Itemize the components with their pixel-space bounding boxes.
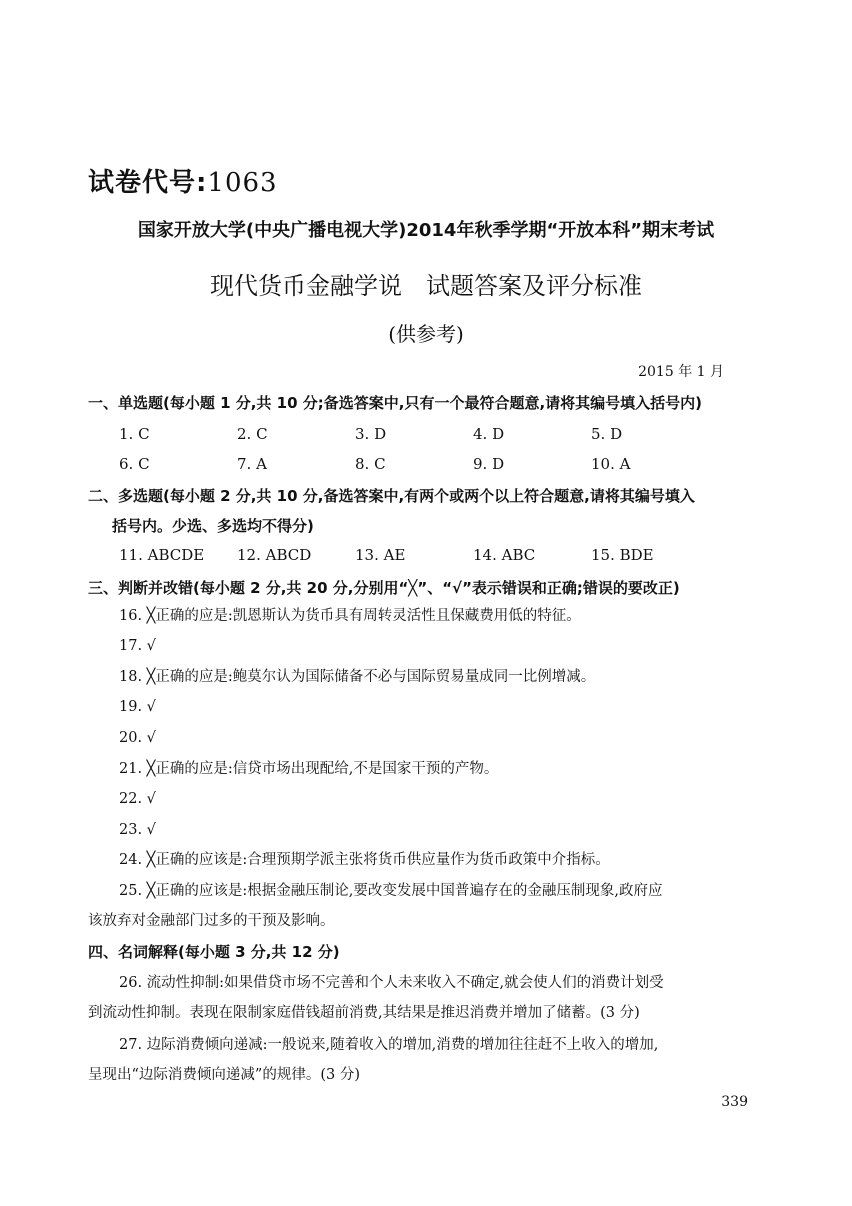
- answer-item: 13. AE: [355, 546, 406, 564]
- section1-row1: [119, 425, 709, 443]
- answer-19: 19. √: [119, 699, 156, 715]
- answer-item: 14. ABC: [473, 546, 536, 564]
- answer-25-line2: 该放弃对金融部门过多的干预及影响。: [88, 913, 335, 929]
- answer-item: 11. ABCDE: [119, 546, 205, 564]
- answer-22: 22. √: [119, 791, 156, 807]
- answer-item: 8. C: [355, 455, 386, 473]
- answer-26-line1: 26. 流动性抑制:如果借贷市场不完善和个人未来收入不确定,就会使人们的消费计划受: [119, 975, 664, 991]
- section1-row2: [119, 455, 709, 473]
- section3-heading: 三、判断并改错(每小题 2 分,共 20 分,分别用“╳”、“√”表示错误和正确;错误的要改正): [88, 579, 680, 597]
- exam-date: 2015 年 1 月: [638, 364, 724, 380]
- section4-heading: 四、名词解释(每小题 3 分,共 12 分): [88, 943, 340, 961]
- section1-heading: 一、单选题(每小题 1 分,共 10 分;备选答案中,只有一个最符合题意,请将其编号填入括号内): [88, 394, 703, 412]
- section2-heading-line1: 二、多选题(每小题 2 分,共 10 分,备选答案中,有两个或两个以上符合题意,请将其编号填入: [88, 487, 695, 505]
- answer-20: 20. √: [119, 730, 156, 746]
- subtitle: (供参考): [388, 322, 464, 346]
- answer-21: 21. ╳正确的应是:信贷市场出现配给,不是国家干预的产物。: [119, 761, 499, 777]
- answer-18: 18. ╳正确的应是:鲍莫尔认为国际储备不必与国际贸易量成同一比例增减。: [119, 669, 596, 685]
- answer-item: 3. D: [355, 425, 387, 443]
- exam-line: 国家开放大学(中央广播电视大学)2014年秋季学期“开放本科”期末考试: [137, 220, 715, 241]
- answer-item: 2. C: [237, 425, 268, 443]
- page-title: 现代货币金融学说 试题答案及评分标准: [210, 272, 642, 300]
- section2-heading-line2: 括号内。少选、多选均不得分): [112, 517, 314, 535]
- answer-25-line1: 25. ╳正确的应该是:根据金融压制论,要改变发展中国普遍存在的金融压制现象,政府应: [119, 883, 663, 899]
- answer-16: 16. ╳正确的应是:凯恩斯认为货币具有周转灵活性且保藏费用低的特征。: [119, 608, 581, 624]
- answer-item: 15. BDE: [591, 546, 654, 564]
- answer-item: 6. C: [119, 455, 150, 473]
- paper-code: [88, 162, 278, 199]
- paper-code-label: 试卷代号:: [88, 168, 208, 198]
- answer-26-line2: 到流动性抑制。表现在限制家庭借钱超前消费,其结果是推迟消费并增加了储蓄。(3 分): [88, 1005, 640, 1021]
- page-number: 339: [721, 1094, 748, 1110]
- answer-item: 9. D: [473, 455, 505, 473]
- answer-item: 5. D: [591, 425, 623, 443]
- answer-24: 24. ╳正确的应该是:合理预期学派主张将货币供应量作为货币政策中介指标。: [119, 852, 610, 868]
- answer-17: 17. √: [119, 638, 156, 654]
- answer-item: 1. C: [119, 425, 150, 443]
- answer-item: 4. D: [473, 425, 505, 443]
- answer-item: 12. ABCD: [237, 546, 312, 564]
- section2-row1: [119, 546, 709, 564]
- answer-27-line2: 呈现出“边际消费倾向递减”的规律。(3 分): [88, 1067, 360, 1083]
- paper-code-number: 1063: [207, 168, 278, 198]
- answer-item: 10. A: [591, 455, 631, 473]
- answer-27-line1: 27. 边际消费倾向递减:一般说来,随着收入的增加,消费的增加往往赶不上收入的增加,: [119, 1037, 659, 1053]
- answer-23: 23. √: [119, 822, 156, 838]
- answer-item: 7. A: [237, 455, 267, 473]
